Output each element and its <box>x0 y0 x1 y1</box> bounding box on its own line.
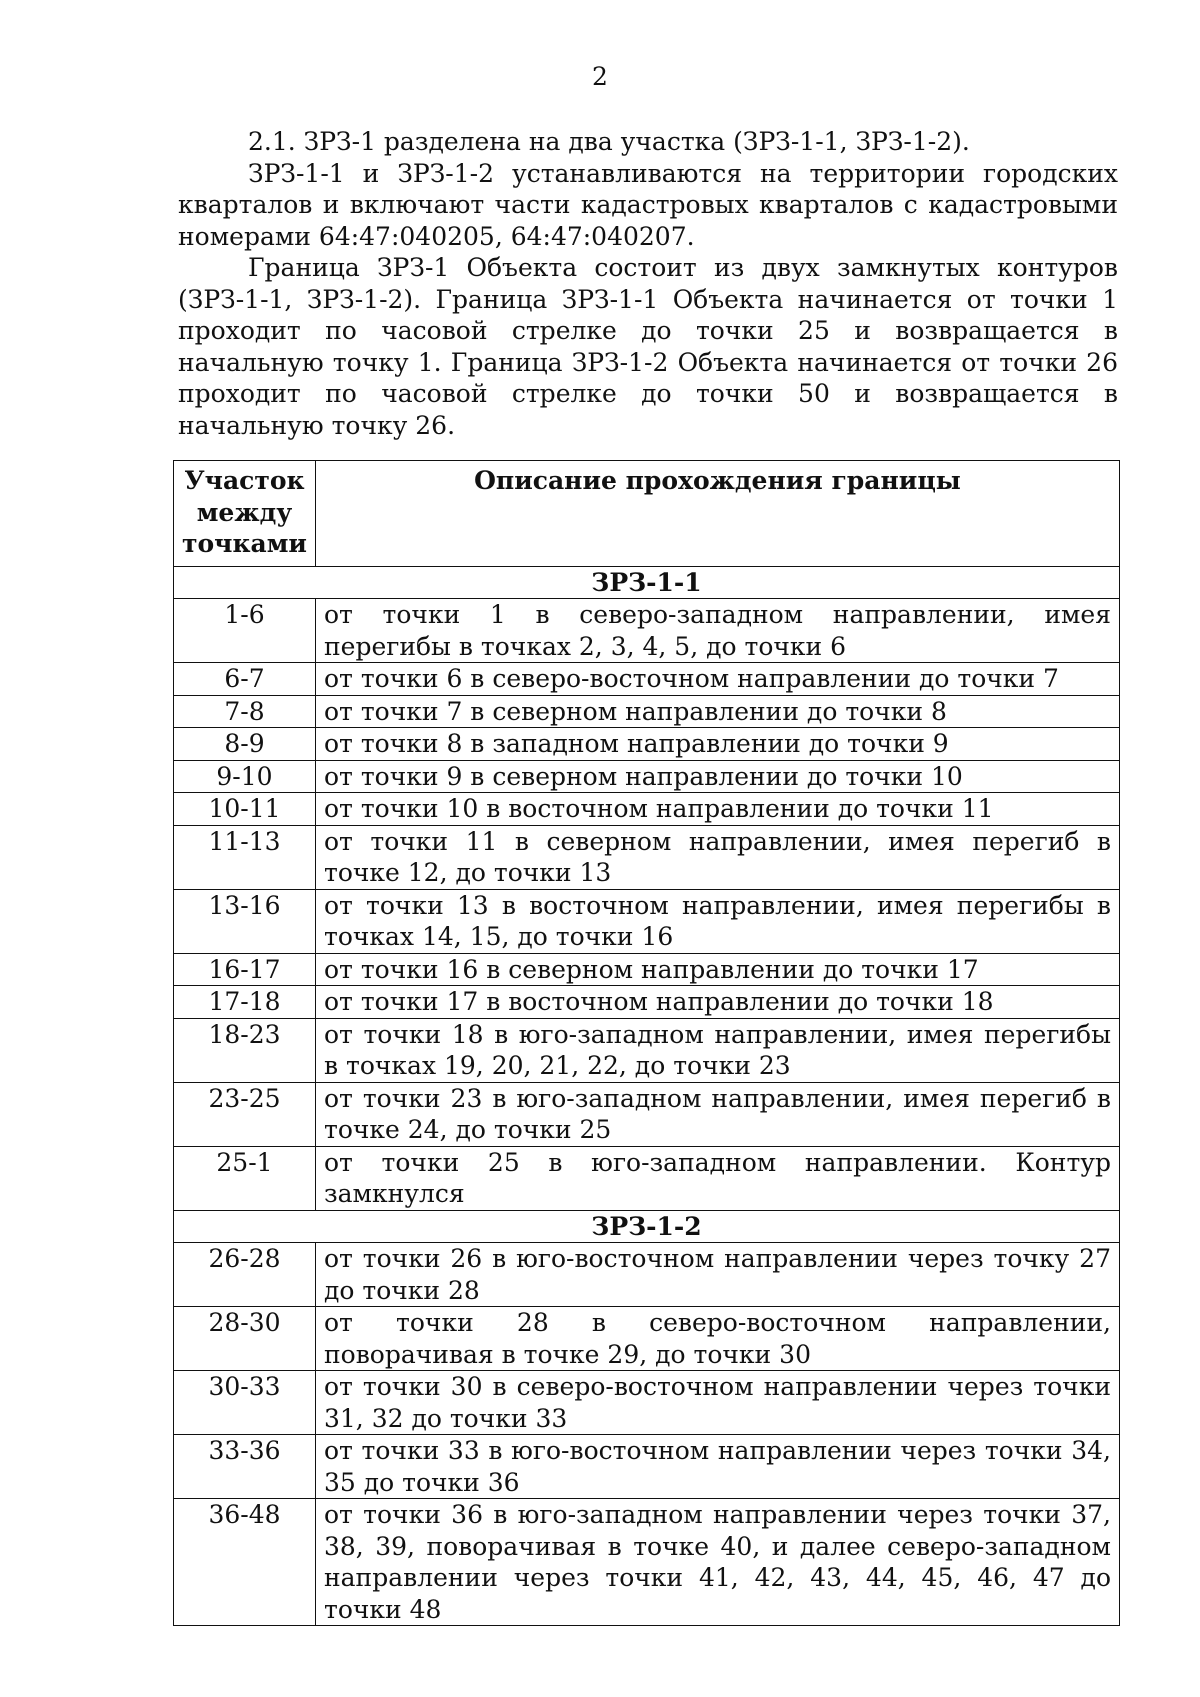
table-row <box>174 760 1120 793</box>
section-title: ЗРЗ-1-1 <box>174 566 1120 599</box>
description-cell: от точки 7 в северном направлении до точки 8 <box>315 695 1119 728</box>
table-row <box>174 953 1120 986</box>
table-header-row <box>174 461 1120 567</box>
description-cell: от точки 8 в западном направлении до точки 9 <box>315 728 1119 761</box>
description-cell: от точки 16 в северном направлении до точки 17 <box>315 953 1119 986</box>
boundary-table <box>173 460 1120 1626</box>
table-row <box>174 695 1120 728</box>
description-cell: от точки 13 в восточном направлении, имея перегибы в точках 14, 15, до точки 16 <box>315 889 1119 953</box>
intro-text <box>178 126 1118 441</box>
segment-cell: 33-36 <box>174 1435 316 1499</box>
table-row <box>174 793 1120 826</box>
segment-cell: 25-1 <box>174 1146 316 1210</box>
paragraph-3: Граница ЗРЗ-1 Объекта состоит из двух замкнутых контуров (ЗРЗ-1-1, ЗРЗ-1-2). Граница ЗРЗ-1-1 Объекта начинается от точки 1 проходит по часовой стрелке до точки 25 и возвращается в начальную точку 1. Граница ЗРЗ-1-2 Объекта начинается от точки 26 проходит по часовой стрелке до точки 50 и возвращается в начальную точку 26. <box>178 253 1118 440</box>
segment-cell: 16-17 <box>174 953 316 986</box>
segment-cell: 6-7 <box>174 663 316 696</box>
description-cell: от точки 11 в северном направлении, имея перегиб в точке 12, до точки 13 <box>315 825 1119 889</box>
description-cell: от точки 30 в северо-восточном направлении через точки 31, 32 до точки 33 <box>315 1371 1119 1435</box>
description-cell: от точки 23 в юго-западном направлении, имея перегиб в точке 24, до точки 25 <box>315 1082 1119 1146</box>
table-row <box>174 1371 1120 1435</box>
segment-cell: 30-33 <box>174 1371 316 1435</box>
header-description: Описание прохождения границы <box>315 461 1119 567</box>
description-cell: от точки 9 в северном направлении до точки 10 <box>315 760 1119 793</box>
table-row <box>174 1082 1120 1146</box>
table-row <box>174 1435 1120 1499</box>
paragraph-1: 2.1. ЗРЗ-1 разделена на два участка (ЗРЗ-1-1, ЗРЗ-1-2). <box>248 127 970 156</box>
segment-cell: 7-8 <box>174 695 316 728</box>
segment-cell: 11-13 <box>174 825 316 889</box>
segment-cell: 26-28 <box>174 1243 316 1307</box>
description-cell: от точки 18 в юго-западном направлении, имея перегибы в точках 19, 20, 21, 22, до точки 23 <box>315 1018 1119 1082</box>
table-row <box>174 1018 1120 1082</box>
segment-cell: 10-11 <box>174 793 316 826</box>
page-number: 2 <box>592 62 608 91</box>
table-row <box>174 1243 1120 1307</box>
section-title: ЗРЗ-1-2 <box>174 1210 1120 1243</box>
segment-cell: 28-30 <box>174 1307 316 1371</box>
segment-cell: 8-9 <box>174 728 316 761</box>
table-row <box>174 986 1120 1019</box>
table-row <box>174 889 1120 953</box>
table-row <box>174 825 1120 889</box>
segment-cell: 1-6 <box>174 599 316 663</box>
description-cell: от точки 26 в юго-восточном направлении через точку 27 до точки 28 <box>315 1243 1119 1307</box>
table-row <box>174 599 1120 663</box>
segment-cell: 36-48 <box>174 1499 316 1626</box>
description-cell: от точки 10 в восточном направлении до точки 11 <box>315 793 1119 826</box>
header-segment: Участок между точками <box>174 461 316 567</box>
description-cell: от точки 25 в юго-западном направлении. Контур замкнулся <box>315 1146 1119 1210</box>
description-cell: от точки 28 в северо-восточном направлении, поворачивая в точке 29, до точки 30 <box>315 1307 1119 1371</box>
segment-cell: 9-10 <box>174 760 316 793</box>
table-row <box>174 1307 1120 1371</box>
description-cell: от точки 36 в юго-западном направлении через точки 37, 38, 39, поворачивая в точке 40, и далее северо-западном направлении через точки 41, 42, 43, 44, 45, 46, 47 до точки 48 <box>315 1499 1119 1626</box>
table-row <box>174 663 1120 696</box>
paragraph-2: ЗРЗ-1-1 и ЗРЗ-1-2 устанавливаются на территории городских кварталов и включают части кадастровых кварталов с кадастровыми номерами 64:47:040205, 64:47:040207. <box>178 158 1118 251</box>
segment-cell: 23-25 <box>174 1082 316 1146</box>
segment-cell: 18-23 <box>174 1018 316 1082</box>
section-row <box>174 1210 1120 1243</box>
section-row <box>174 566 1120 599</box>
description-cell: от точки 1 в северо-западном направлении, имея перегибы в точках 2, 3, 4, 5, до точки 6 <box>315 599 1119 663</box>
description-cell: от точки 17 в восточном направлении до точки 18 <box>315 986 1119 1019</box>
segment-cell: 13-16 <box>174 889 316 953</box>
description-cell: от точки 6 в северо-восточном направлении до точки 7 <box>315 663 1119 696</box>
table-row <box>174 1499 1120 1626</box>
table-row <box>174 1146 1120 1210</box>
table-row <box>174 728 1120 761</box>
description-cell: от точки 33 в юго-восточном направлении через точки 34, 35 до точки 36 <box>315 1435 1119 1499</box>
segment-cell: 17-18 <box>174 986 316 1019</box>
